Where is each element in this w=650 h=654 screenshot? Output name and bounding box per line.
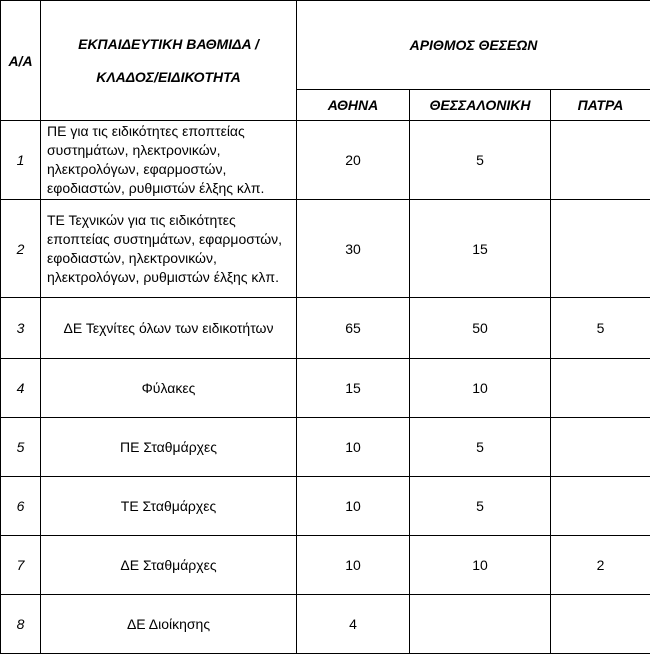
- thessaloniki-cell: 5: [410, 477, 551, 536]
- table-row: [1, 595, 650, 654]
- header-patra: ΠΑΤΡΑ: [551, 90, 650, 121]
- athens-cell: 10: [297, 477, 410, 536]
- header-thessaloniki: ΘΕΣΣΑΛΟΝΙΚΗ: [410, 90, 551, 121]
- row-number: 2: [1, 200, 41, 298]
- header-aa: Α/Α: [1, 1, 41, 121]
- athens-cell: 30: [297, 200, 410, 298]
- patra-cell: [551, 359, 650, 418]
- row-number: 6: [1, 477, 41, 536]
- table-row: [1, 477, 650, 536]
- header-category-line1: ΕΚΠΑΙΔΕΥΤΙΚΗ ΒΑΘΜΙΔΑ /: [78, 35, 259, 52]
- table-row: [1, 200, 650, 298]
- row-number: 7: [1, 536, 41, 595]
- table-row: [1, 536, 650, 595]
- thessaloniki-cell: 10: [410, 536, 551, 595]
- thessaloniki-cell: 15: [410, 200, 551, 298]
- category-cell: ΔΕ Διοίκησης: [41, 595, 297, 654]
- category-cell: ΠΕ για τις ειδικότητες εποπτείας συστημάτων, ηλεκτρονικών, ηλεκτρολόγων, εφαρμοστών, εφοδιαστών, ρυθμιστών έλξης κλπ.: [41, 121, 297, 200]
- category-cell: ΤΕ Σταθμάρχες: [41, 477, 297, 536]
- athens-cell: 10: [297, 536, 410, 595]
- thessaloniki-cell: 5: [410, 418, 551, 477]
- patra-cell: [551, 200, 650, 298]
- table-row: [1, 298, 650, 359]
- thessaloniki-cell: 10: [410, 359, 551, 418]
- row-number: 5: [1, 418, 41, 477]
- patra-cell: [551, 595, 650, 654]
- header-category-line2: ΚΛΑΔΟΣ/ΕΙΔΙΚΟΤΗΤΑ: [96, 68, 241, 85]
- table-row: [1, 121, 650, 200]
- patra-cell: [551, 477, 650, 536]
- row-number: 4: [1, 359, 41, 418]
- patra-cell: 5: [551, 298, 650, 359]
- thessaloniki-cell: [410, 595, 551, 654]
- category-cell: Φύλακες: [41, 359, 297, 418]
- header-athens: ΑΘΗΝΑ: [297, 90, 410, 121]
- header-category: [41, 1, 297, 121]
- athens-cell: 4: [297, 595, 410, 654]
- header-positions: ΑΡΙΘΜΟΣ ΘΕΣΕΩΝ: [297, 1, 650, 90]
- category-cell: ΔΕ Σταθμάρχες: [41, 536, 297, 595]
- patra-cell: [551, 418, 650, 477]
- header-row: [1, 1, 650, 90]
- category-cell: ΔΕ Τεχνίτες όλων των ειδικοτήτων: [41, 298, 297, 359]
- table-row: [1, 418, 650, 477]
- thessaloniki-cell: 5: [410, 121, 551, 200]
- athens-cell: 65: [297, 298, 410, 359]
- thessaloniki-cell: 50: [410, 298, 551, 359]
- category-cell: ΠΕ Σταθμάρχες: [41, 418, 297, 477]
- patra-cell: [551, 121, 650, 200]
- row-number: 3: [1, 298, 41, 359]
- row-number: 8: [1, 595, 41, 654]
- athens-cell: 15: [297, 359, 410, 418]
- row-number: 1: [1, 121, 41, 200]
- athens-cell: 10: [297, 418, 410, 477]
- patra-cell: 2: [551, 536, 650, 595]
- category-cell: ΤΕ Τεχνικών για τις ειδικότητες εποπτείας συστημάτων, εφαρμοστών, εφοδιαστών, ηλεκτρονικών, ηλεκτρολόγων, ρυθμιστών έλξης κλπ.: [41, 200, 297, 298]
- table-row: [1, 359, 650, 418]
- athens-cell: 20: [297, 121, 410, 200]
